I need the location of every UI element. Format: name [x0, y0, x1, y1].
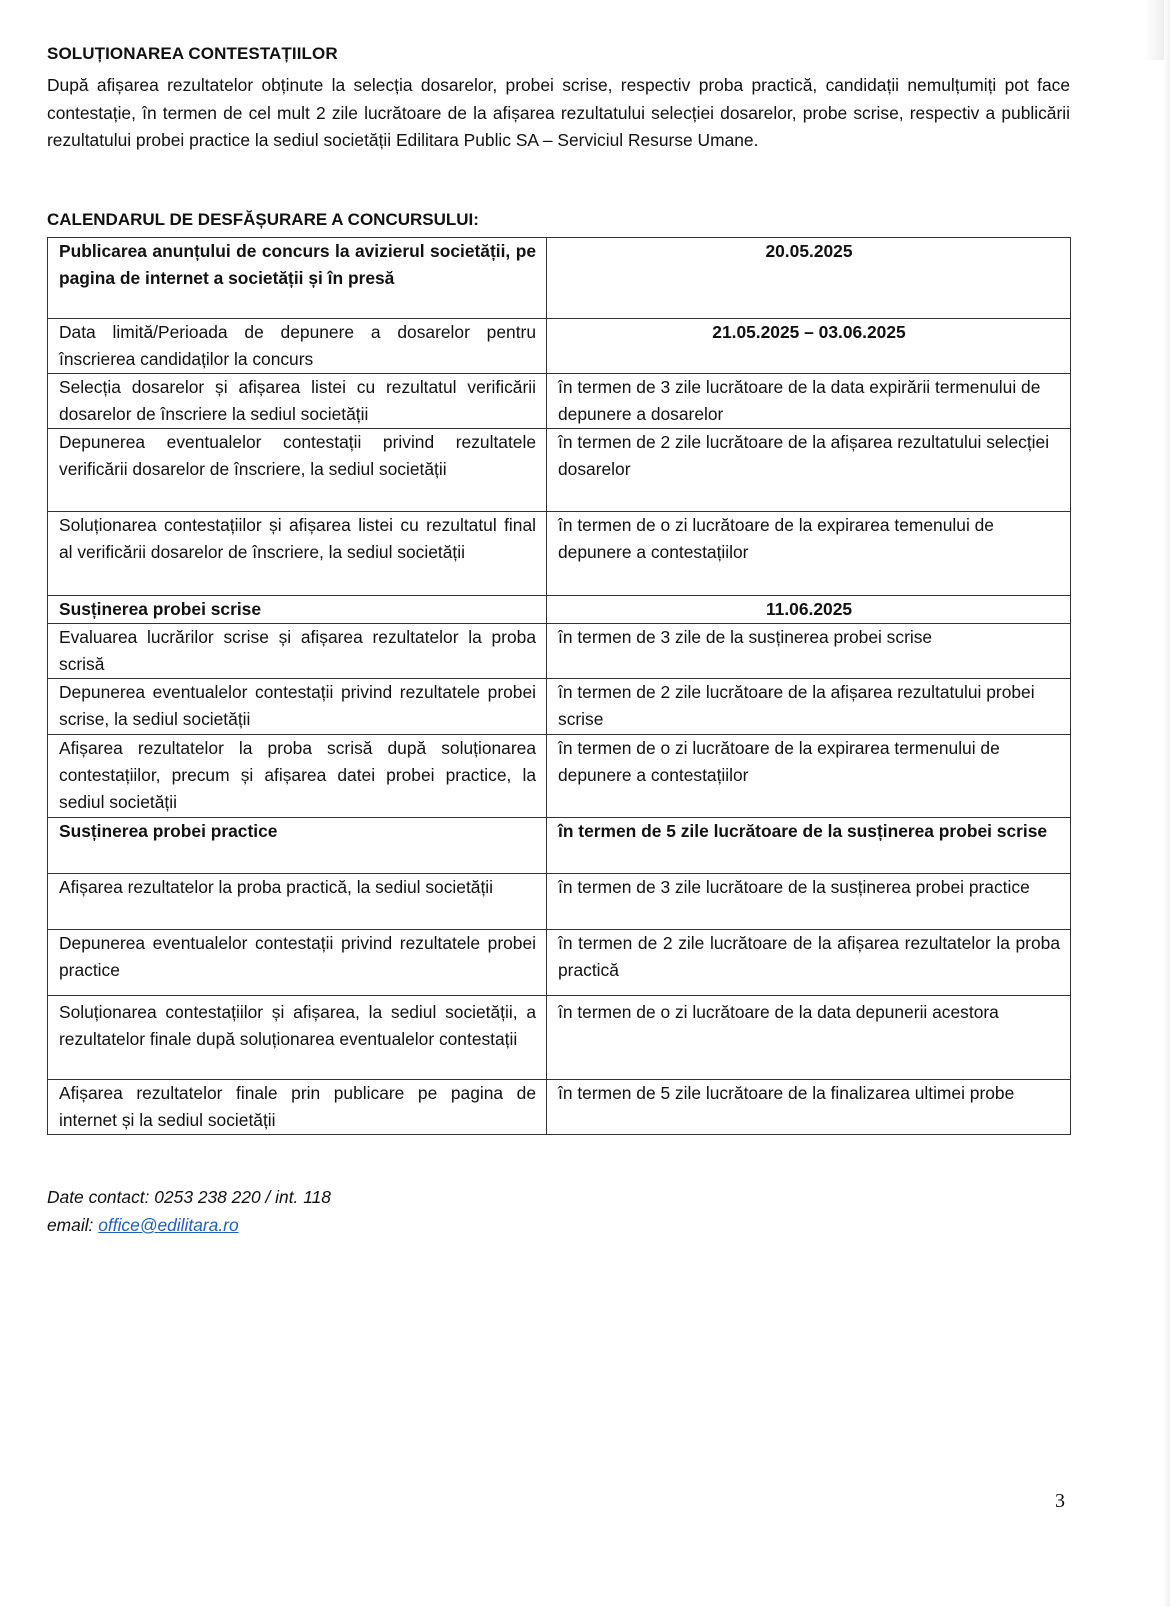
row-value: 21.05.2025 – 03.06.2025 [547, 319, 1071, 374]
row-value: în termen de o zi lucrătoare de la expirarea termenului de depunere a contestațiilor [547, 735, 1071, 818]
row-label: Afișarea rezultatelor finale prin publicare pe pagina de internet și la sediul societății [48, 1080, 547, 1135]
row-value: în termen de 2 zile lucrătoare de la afișarea rezultatului probei scrise [547, 679, 1071, 735]
row-value: în termen de 5 zile lucrătoare de la susținerea probei scrise [547, 818, 1071, 874]
row-label: Soluționarea contestațiilor și afișarea listei cu rezultatul final al verificării dosarelor de înscriere, la sediul societății [48, 512, 547, 596]
row-value: în termen de o zi lucrătoare de la expirarea temenului de depunere a contestațiilor [547, 512, 1071, 596]
table-row [48, 624, 1071, 679]
row-value: în termen de 3 zile lucrătoare de la susținerea probei practice [547, 874, 1071, 930]
email-link[interactable]: office@edilitara.ro [98, 1215, 239, 1235]
row-label: Depunerea eventualelor contestații privind rezultatele probei practice [48, 930, 547, 996]
section-title: SOLUȚIONAREA CONTESTAȚIILOR [47, 44, 338, 63]
row-label: Soluționarea contestațiilor și afișarea, la sediul societății, a rezultatelor finale după soluționarea eventualelor contestații [48, 996, 547, 1080]
contact-info [47, 1183, 331, 1239]
table-row [48, 596, 1071, 624]
contact-email-line [47, 1211, 331, 1239]
row-value: 20.05.2025 [547, 238, 1071, 319]
intro-paragraph: După afișarea rezultatelor obținute la selecția dosarelor, probei scrise, respectiv proba practică, candidații nemulțumiți pot face contestație, în termen de cel mult 2 zile lucrătoare de la afișarea rezultatului selecției dosarelor, probe scrise, respectiv a publicării rezultatului probei practice la sediul societății Edilitara Public SA – Serviciul Resurse Umane. [47, 75, 1070, 150]
table-row [48, 374, 1071, 429]
table-row [48, 429, 1071, 512]
row-label: Publicarea anunțului de concurs la avizierul societății, pe pagina de internet a societății și în presă [48, 238, 547, 319]
row-label: Evaluarea lucrărilor scrise și afișarea rezultatelor la proba scrisă [48, 624, 547, 679]
row-value: în termen de 3 zile de la susținerea probei scrise [547, 624, 1071, 679]
row-label: Depunerea eventualelor contestații privind rezultatele probei scrise, la sediul societății [48, 679, 547, 735]
row-label: Data limită/Perioada de depunere a dosarelor pentru înscrierea candidaților la concurs [48, 319, 547, 374]
page-number: 3 [1055, 1490, 1065, 1512]
table-row [48, 996, 1071, 1080]
email-label: email: [47, 1215, 99, 1235]
table-row [48, 238, 1071, 319]
contact-phone: Date contact: 0253 238 220 / int. 118 [47, 1187, 331, 1207]
row-label: Susținerea probei practice [48, 818, 547, 874]
row-value: 11.06.2025 [547, 596, 1071, 624]
row-value: în termen de 3 zile lucrătoare de la data expirării termenului de depunere a dosarelor [547, 374, 1071, 429]
table-row [48, 319, 1071, 374]
table-row [48, 874, 1071, 930]
row-label: Selecția dosarelor și afișarea listei cu rezultatul verificării dosarelor de înscriere la sediul societății [48, 374, 547, 429]
row-value: în termen de 2 zile lucrătoare de la afișarea rezultatelor la proba practică [547, 930, 1071, 996]
calendar-table [47, 237, 1071, 1135]
table-row [48, 679, 1071, 735]
row-label: Depunerea eventualelor contestații privind rezultatele verificării dosarelor de înscriere, la sediul societății [48, 429, 547, 512]
row-label: Afișarea rezultatelor la proba scrisă după soluționarea contestațiilor, precum și afișarea datei probei practice, la sediul societății [48, 735, 547, 818]
table-row [48, 930, 1071, 996]
row-value: în termen de o zi lucrătoare de la data depunerii acestora [547, 996, 1071, 1080]
row-value: în termen de 2 zile lucrătoare de la afișarea rezultatului selecției dosarelor [547, 429, 1071, 512]
row-label: Susținerea probei scrise [48, 596, 547, 624]
calendar-title: CALENDARUL DE DESFĂȘURARE A CONCURSULUI: [47, 210, 479, 229]
table-row [48, 512, 1071, 596]
table-row [48, 1080, 1071, 1135]
row-value: în termen de 5 zile lucrătoare de la finalizarea ultimei probe [547, 1080, 1071, 1135]
row-label: Afișarea rezultatelor la proba practică, la sediul societății [48, 874, 547, 930]
page-edge-shadow [1164, 0, 1170, 1607]
table-row [48, 735, 1071, 818]
table-row [48, 818, 1071, 874]
